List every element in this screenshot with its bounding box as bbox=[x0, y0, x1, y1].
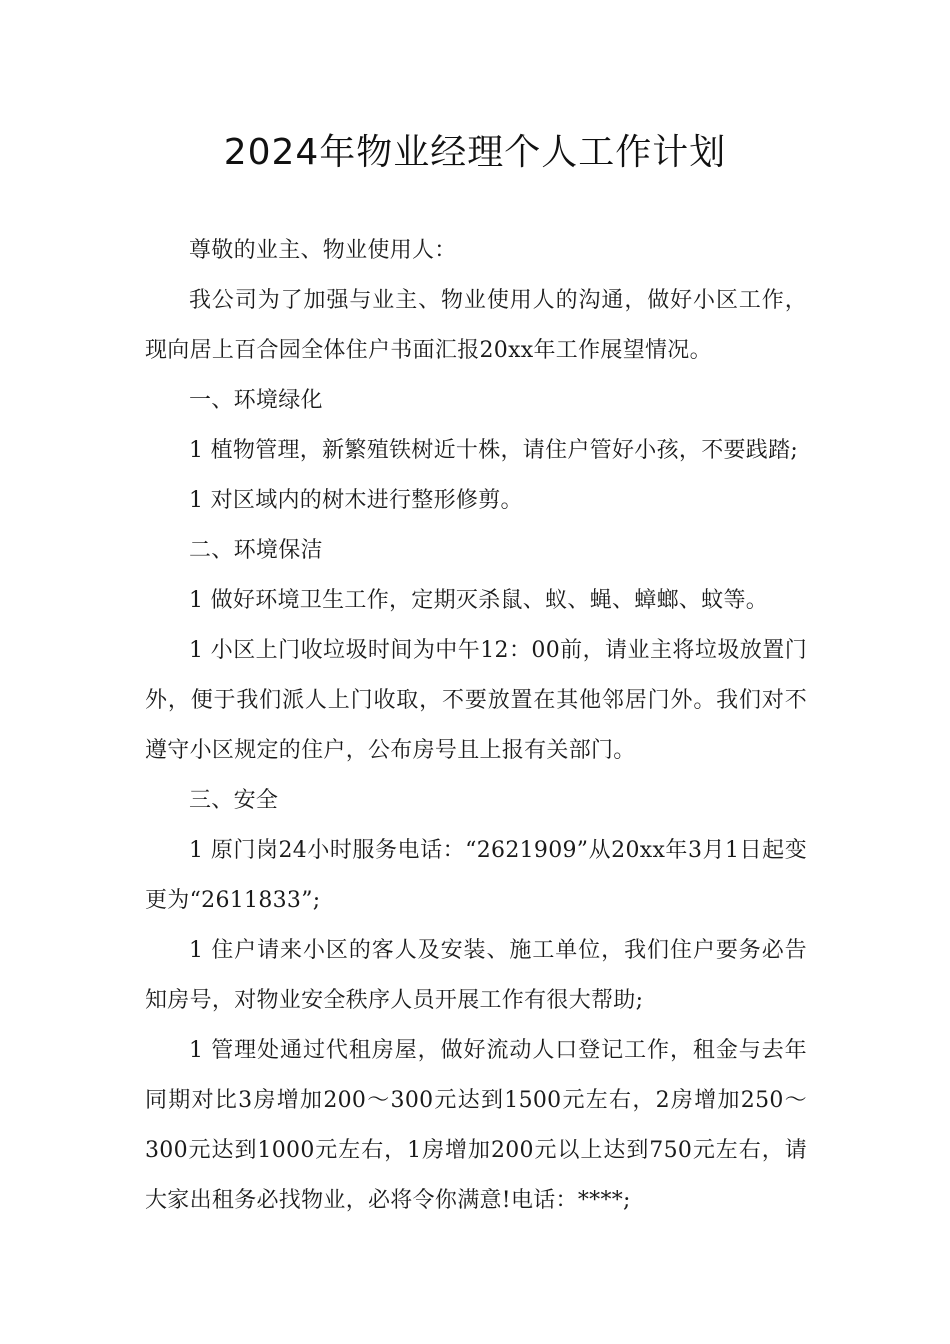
paragraph: 1 小区上门收垃圾时间为中午12：00前，请业主将垃圾放置门外，便于我们派人上门收取，不要放置在其他邻居门外。我们对不遵守小区规定的住户，公布房号且上报有关部门。 bbox=[145, 638, 807, 763]
section-heading-greening: 一、环境绿化 bbox=[189, 388, 323, 413]
paragraph: 1 住户请来小区的客人及安装、施工单位，我们住户要务必告知房号，对物业安全秩序人员开展工作有很大帮助; bbox=[145, 938, 807, 1013]
paragraph: 1 原门岗24小时服务电话：“2621909”从20xx年3月1日起变更为“2611833”; bbox=[145, 838, 807, 913]
intro-paragraph: 我公司为了加强与业主、物业使用人的沟通，做好小区工作，现向居上百合园全体住户书面汇报20xx年工作展望情况。 bbox=[145, 288, 807, 363]
document-body bbox=[145, 226, 807, 1226]
salutation: 尊敬的业主、物业使用人： bbox=[189, 238, 457, 263]
section-heading-security: 三、安全 bbox=[189, 788, 279, 813]
document-title: 2024年物业经理个人工作计划 bbox=[223, 132, 727, 173]
paragraph: 1 管理处通过代租房屋，做好流动人口登记工作，租金与去年同期对比3房增加200～300元达到1500元左右，2房增加250～300元达到1000元左右，1房增加200元以上达到750元左右，请大家出租务必找物业，必将令你满意!电话：****; bbox=[145, 1038, 807, 1213]
paragraph: 1 对区域内的树木进行整形修剪。 bbox=[189, 488, 523, 513]
section-heading-cleaning: 二、环境保洁 bbox=[189, 538, 323, 563]
paragraph: 1 植物管理，新繁殖铁树近十株，请住户管好小孩，不要践踏; bbox=[189, 438, 799, 463]
paragraph: 1 做好环境卫生工作，定期灭杀鼠、蚁、蝇、蟑螂、蚊等。 bbox=[189, 588, 769, 613]
